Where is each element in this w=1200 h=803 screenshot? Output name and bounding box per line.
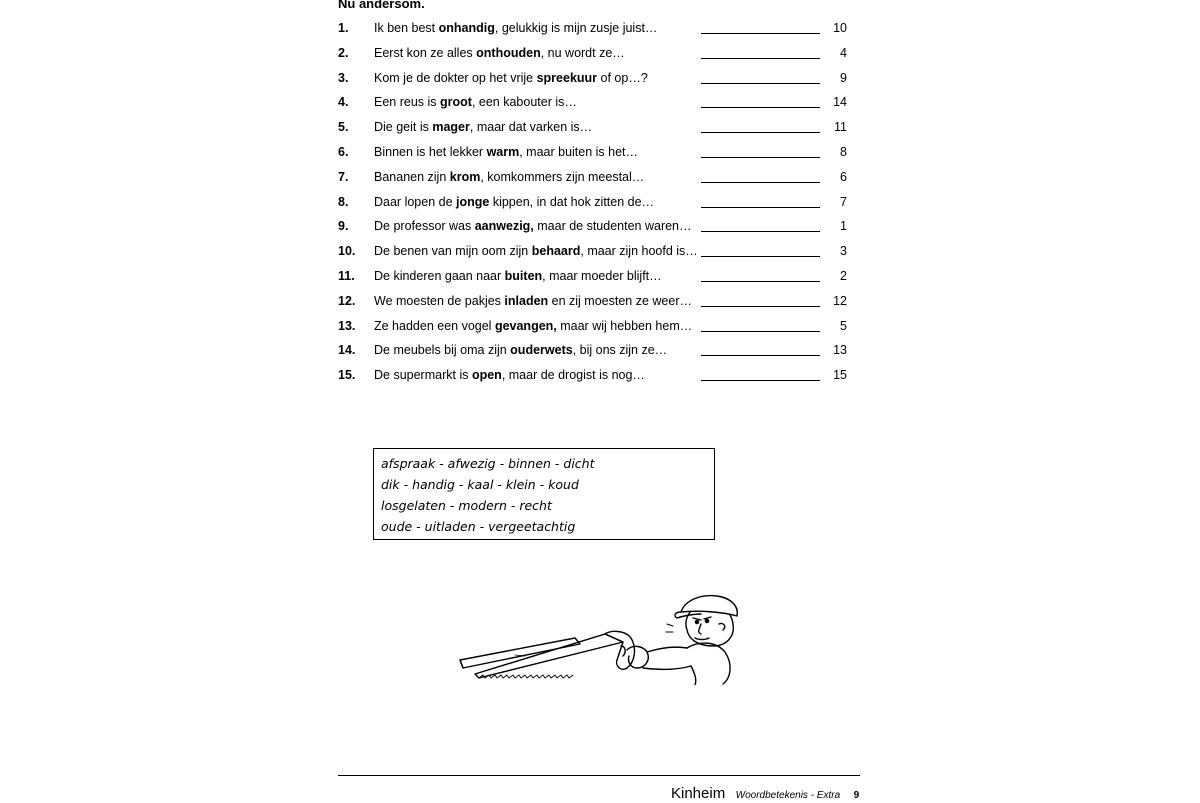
answer-number: 1 <box>840 219 847 234</box>
answer-blank[interactable] <box>701 331 820 332</box>
exercise-number: 3. <box>338 70 349 85</box>
answer-number: 11 <box>834 120 847 135</box>
sentence-text: , maar buiten is het… <box>519 144 639 159</box>
sentence-keyword: aanwezig, <box>474 219 534 234</box>
exercise-sentence <box>374 294 692 308</box>
answer-number: 2 <box>840 268 847 283</box>
sentence-text: maar wij hebben hem… <box>556 318 693 333</box>
sentence-keyword: gevangen, <box>494 318 557 333</box>
sentence-keyword: onhandig <box>438 21 495 35</box>
word-box-line: afspraak - afwezig - binnen - dicht <box>381 456 595 471</box>
sentence-text: Bananen zijn <box>374 169 450 184</box>
sentence-text: Een reus is <box>374 95 441 110</box>
sentence-text: Kom je de dokter op het vrije <box>374 70 537 85</box>
sentence-text: of op…? <box>597 70 648 85</box>
sentence-text: We moesten de pakjes <box>374 293 505 308</box>
exercise-sentence <box>374 170 644 184</box>
answer-blank[interactable] <box>701 256 820 257</box>
exercise-number: 14. <box>338 343 356 358</box>
answer-blank[interactable] <box>701 83 820 84</box>
exercise-row <box>338 43 853 68</box>
exercise-row <box>338 192 853 217</box>
answer-blank[interactable] <box>701 207 820 208</box>
exercise-number: 15. <box>338 368 356 383</box>
exercise-row <box>338 365 853 390</box>
exercise-sentence <box>374 319 692 333</box>
sentence-text: , een kabouter is… <box>471 95 577 110</box>
sentence-text: , komkommers zijn meestal… <box>480 169 645 184</box>
answer-blank[interactable] <box>701 182 820 183</box>
sentence-text: Ze hadden een vogel <box>374 318 495 333</box>
exercise-row <box>338 316 853 341</box>
exercise-number: 7. <box>338 169 349 184</box>
answer-blank[interactable] <box>701 107 820 108</box>
sentence-text: , maar zijn hoofd is… <box>580 244 698 259</box>
exercise-list <box>338 18 853 390</box>
sentence-text: De benen van mijn oom zijn <box>374 244 532 259</box>
exercise-row <box>338 68 853 93</box>
sentence-text: Binnen is het lekker <box>374 144 487 159</box>
exercise-sentence <box>374 46 625 60</box>
exercise-sentence <box>374 343 667 357</box>
sentence-text: , nu wordt ze… <box>540 45 625 60</box>
sentence-text: , maar de drogist is nog… <box>501 368 645 383</box>
sentence-text: De supermarkt is <box>374 368 472 383</box>
answer-number: 10 <box>833 21 847 35</box>
exercise-number: 10. <box>338 244 356 259</box>
answer-number: 15 <box>833 368 847 383</box>
exercise-number: 6. <box>338 144 349 159</box>
page-heading: Nu andersom. <box>338 0 425 11</box>
exercise-sentence <box>374 269 662 283</box>
answer-number: 12 <box>833 293 847 308</box>
answer-number: 14 <box>833 95 847 110</box>
exercise-row <box>338 291 853 316</box>
sentence-text: , maar dat varken is… <box>469 120 593 135</box>
sentence-text: , maar moeder blijft… <box>542 268 662 283</box>
sentence-keyword: groot <box>440 95 472 110</box>
man-sawing-plank-illustration <box>455 590 750 685</box>
sentence-keyword: mager <box>432 120 470 135</box>
footer-series: Woordbetekenis - Extra <box>735 790 841 801</box>
exercise-row <box>338 167 853 192</box>
sentence-keyword: jonge <box>456 194 490 209</box>
exercise-row <box>338 340 853 365</box>
sentence-text: De professor was <box>374 219 475 234</box>
sentence-text: Die geit is <box>374 120 433 135</box>
answer-blank[interactable] <box>701 157 820 158</box>
sentence-keyword: behaard <box>531 244 581 259</box>
sentence-keyword: inladen <box>504 293 549 308</box>
exercise-sentence <box>374 95 577 109</box>
exercise-row <box>338 241 853 266</box>
sentence-text: maar de studenten waren… <box>533 219 692 234</box>
sentence-text: en zij moesten ze weer… <box>548 293 692 308</box>
sentence-keyword: open <box>471 368 502 383</box>
exercise-number: 5. <box>338 120 349 135</box>
sentence-keyword: warm <box>486 144 520 159</box>
exercise-row <box>338 142 853 167</box>
answer-blank[interactable] <box>701 306 820 307</box>
answer-number: 4 <box>840 45 847 60</box>
sentence-text: De meubels bij oma zijn <box>374 343 511 358</box>
sentence-keyword: buiten <box>504 268 543 283</box>
answer-number: 9 <box>840 70 847 85</box>
sentence-keyword: onthouden <box>476 45 541 60</box>
exercise-sentence <box>374 244 698 258</box>
exercise-number: 12. <box>338 293 356 308</box>
answer-blank[interactable] <box>701 132 820 133</box>
exercise-number: 9. <box>338 219 349 234</box>
exercise-sentence <box>374 21 657 35</box>
footer-brand: Kinheim <box>671 785 726 802</box>
exercise-sentence <box>374 71 648 85</box>
exercise-row <box>338 266 853 291</box>
sentence-text: , bij ons zijn ze… <box>572 343 668 358</box>
sentence-keyword: spreekuur <box>536 70 598 85</box>
exercise-number: 11. <box>338 268 355 283</box>
answer-blank[interactable] <box>701 380 820 381</box>
sentence-text: kippen, in dat hok zitten de… <box>489 194 655 209</box>
exercise-sentence <box>374 120 592 134</box>
answer-blank[interactable] <box>701 33 820 34</box>
exercise-sentence <box>374 219 692 233</box>
exercise-row <box>338 92 853 117</box>
exercise-number: 2. <box>338 45 349 60</box>
answer-blank[interactable] <box>701 58 820 59</box>
word-box <box>373 448 715 540</box>
exercise-number: 4. <box>338 95 349 110</box>
answer-blank[interactable] <box>701 281 820 282</box>
sentence-keyword: krom <box>449 169 481 184</box>
answer-number: 13 <box>833 343 847 358</box>
answer-number: 7 <box>840 194 847 209</box>
exercise-number: 1. <box>338 21 349 35</box>
answer-number: 8 <box>840 144 847 159</box>
footer-divider <box>338 775 860 776</box>
answer-number: 5 <box>840 318 847 333</box>
word-box-line: oude - uitladen - vergeetachtig <box>381 519 576 534</box>
page-footer <box>671 785 859 803</box>
exercise-sentence <box>374 368 645 382</box>
exercise-sentence <box>374 145 638 159</box>
sentence-text: Daar lopen de <box>374 194 457 209</box>
exercise-row <box>338 216 853 241</box>
sentence-text: Eerst kon ze alles <box>374 45 477 60</box>
exercise-sentence <box>374 195 654 209</box>
exercise-row <box>338 18 853 43</box>
word-box-line: losgelaten - modern - recht <box>381 498 552 513</box>
sentence-keyword: ouderwets <box>510 343 573 358</box>
answer-blank[interactable] <box>701 231 820 232</box>
exercise-row <box>338 117 853 142</box>
sentence-text: De kinderen gaan naar <box>374 268 505 283</box>
exercise-number: 8. <box>338 194 349 209</box>
answer-number: 6 <box>840 169 847 184</box>
word-box-line: dik - handig - kaal - klein - koud <box>381 477 579 492</box>
page-number: 9 <box>853 790 860 801</box>
exercise-number: 13. <box>338 318 356 333</box>
answer-number: 3 <box>840 244 847 259</box>
sentence-text: , gelukkig is mijn zusje juist… <box>494 21 658 35</box>
answer-blank[interactable] <box>701 355 820 356</box>
sentence-text: Ik ben best <box>374 21 439 35</box>
